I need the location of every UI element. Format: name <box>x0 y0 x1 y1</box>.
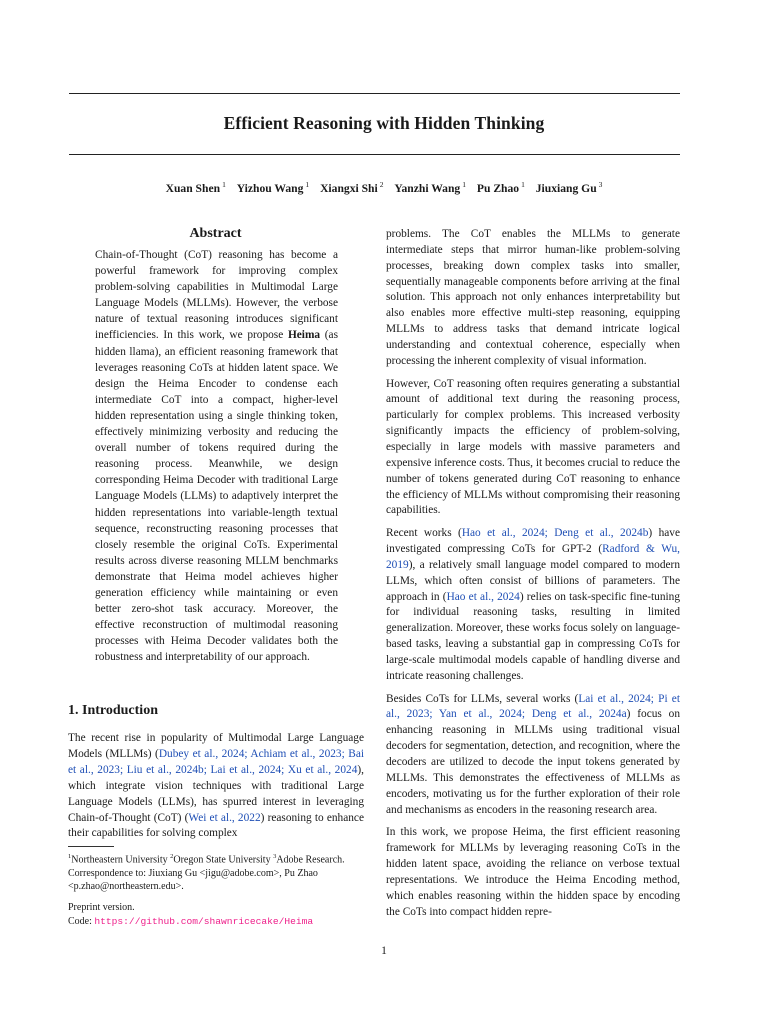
top-rule <box>69 93 680 94</box>
author-name: Xiangxi Shi <box>320 181 378 195</box>
author-list <box>0 180 768 195</box>
preprint-label: Preprint version. <box>68 902 135 913</box>
intro-paragraph <box>68 731 364 842</box>
body-text: ), which integrate vision techniques with traditional Large Language Models (LLMs), has spurred interest in leveraging Chain-of-Thought (CoT) ( <box>68 763 364 824</box>
author-name: Jiuxiang Gu <box>535 181 597 195</box>
author-affiliation: 2 <box>379 180 384 189</box>
citation-link[interactable]: Radford & Wu, 2019 <box>386 543 680 571</box>
body-text: ) reasoning to enhance their capabilities for solving complex <box>68 811 364 840</box>
author-name: Yanzhi Wang <box>394 181 461 195</box>
citation-link[interactable]: Hao et al., 2024; Deng et al., 2024b <box>461 527 649 540</box>
body-text: ) have investigated compressing CoTs for GPT-2 ( <box>386 527 681 556</box>
paragraph: problems. The CoT enables the MLLMs to generate intermediate steps that mirror human-like problem-solving processes, breaking down complex tasks into smaller, sequentially manageable components before arriving at the final solution. This approach not only enhances interpretability but also enables more effective multi-step reasoning, equipping MLLMs to address tasks that demand intricate logical understanding and contextual coherence, especially when processing the inherent complexity of visual information. <box>386 228 680 367</box>
author-name: Yizhou Wang <box>236 181 304 195</box>
footnote-text: Oregon State University <box>173 854 274 866</box>
title-bottom-rule <box>69 154 680 155</box>
footnote-mark: 2 <box>170 853 174 860</box>
citation-link[interactable]: Wei et al., 2022 <box>188 811 261 824</box>
paragraph <box>386 526 680 684</box>
paragraph: In this work, we propose Heima, the first efficient reasoning framework for MLLMs by leveraging reasoning CoTs in the hidden latent space, avoiding the reliance on verbose textual representations. We introduce the Heima Encoding method, which enables reasoning within the hidden space by encoding the CoTs into compact hidden repre- <box>386 826 680 918</box>
footnote-text: Northeastern University <box>71 854 171 866</box>
body-text: Besides CoTs for LLMs, several works ( <box>386 692 579 705</box>
citation-link[interactable]: Dubey et al., 2024; Achiam et al., 2023; Bai et al., 2023; Liu et al., 2024b; Lai et al., 2024; Xu et al., 2024 <box>68 747 365 776</box>
body-text: ) relies on task-specific fine-tuning for individual reasoning tasks, resulting in limited generalization. Moreover, these works focus solely on language-based tasks, leaving a substantial gap in compressing CoTs for large-scale multimodal models capable of handling diverse and intricate reasoning challenges. <box>386 590 681 682</box>
body-text: ) focus on enhancing reasoning in MLLMs using traditional visual decoders for segmentation, detection, and recognition, where the decoders are utilized to decode the input tokens generated by MLLMs. This demonstrates the effectiveness of MLLMs as encoders, motivating us for the further exploration of their role and mechanisms as encoders in the reasoning research area. <box>386 708 680 816</box>
code-label: Code: <box>68 915 95 927</box>
author-affiliation: 3 <box>598 180 603 189</box>
method-name: Heima <box>287 329 321 342</box>
author-name: Xuan Shen <box>165 181 221 195</box>
code-link[interactable]: https://github.com/shawnricecake/Heima <box>94 915 314 927</box>
body-text: Recent works ( <box>386 527 462 540</box>
author <box>536 182 603 195</box>
footnote-mark: 3 <box>273 853 277 860</box>
author <box>394 182 466 195</box>
citation-link[interactable]: Lai et al., 2024; Pi et al., 2023; Yan et al., 2024; Deng et al., 2024a <box>386 692 680 721</box>
footnote-text: Adobe Research. Correspondence to: Jiuxiang Gu <jigu@adobe.com>, Pu Zhao <p.zhao@northeastern.edu>. <box>68 854 345 893</box>
code-line <box>68 915 364 929</box>
abstract-text: (as hidden llama), an efficient reasoning framework that leverages reasoning CoTs at hidden latent space. We design the Heima Encoder to condense each intermediate CoT into a compact, higher-level hidden representation using a single thinking token, effectively minimizing verbosity and reducing the overall number of tokens required during the reasoning process. Meanwhile, we design corresponding Heima Decoder with traditional Large Language Models (LLMs) to adaptively interpret the hidden representations into variable-length textual sequence, reconstructing reasoning processes that closely resemble the original CoTs. Experimental results across diverse reasoning MLLM benchmarks demonstrate that Heima model achieves higher generation efficiency while maintaining or even better zero-shot task accuracy. Moreover, the effective reconstruction of multimodal reasoning processes with Heima Decoder validates both the robustness and interpretability of our approach. <box>95 329 338 664</box>
paragraph <box>386 692 680 819</box>
author-affiliation: 1 <box>521 180 525 189</box>
author <box>477 182 525 195</box>
affiliation-footnote <box>68 850 364 894</box>
author-affiliation: 1 <box>462 180 466 189</box>
citation-link[interactable]: Hao et al., 2024 <box>446 590 520 603</box>
body-text: ), a relatively small language model compared to modern LLMs, which often consist of billions of parameters. The approach in ( <box>386 558 680 603</box>
footnote-rule <box>68 846 114 847</box>
paper-title: Efficient Reasoning with Hidden Thinking <box>223 113 545 133</box>
author-affiliation: 1 <box>222 180 226 189</box>
abstract-text: Chain-of-Thought (CoT) reasoning has become a powerful framework for improving complex problem-solving capabilities in Multimodal Large Language Models (MLLMs). However, the verbose nature of textual reasoning introduces significant inefficiencies. In this work, we propose <box>95 249 338 342</box>
abstract-heading: Abstract <box>189 226 242 241</box>
preprint-note <box>68 901 364 928</box>
section-heading-introduction: 1. Introduction <box>68 703 158 718</box>
right-column <box>386 227 680 927</box>
author-name: Pu Zhao <box>476 181 520 195</box>
page-number: 1 <box>381 945 387 957</box>
paragraph: However, CoT reasoning often requires generating a substantial amount of additional text during the reasoning process, particularly for complex problems. This increased verbosity significantly impacts the efficiency of problem-solving, especially in large models with massive parameters and expensive inference costs. Thus, it becomes crucial to reduce the number of tokens generated during CoT reasoning to enhance the efficiency of MLLMs without compromising their reasoning capabilities. <box>386 377 680 517</box>
author-affiliation: 1 <box>305 180 310 189</box>
footnote-mark: 1 <box>68 853 72 860</box>
author <box>166 182 226 195</box>
abstract-body <box>95 247 338 665</box>
body-text: The recent rise in popularity of Multimodal Large Language Models (MLLMs) ( <box>68 732 364 760</box>
author <box>237 182 309 195</box>
author <box>320 182 383 195</box>
